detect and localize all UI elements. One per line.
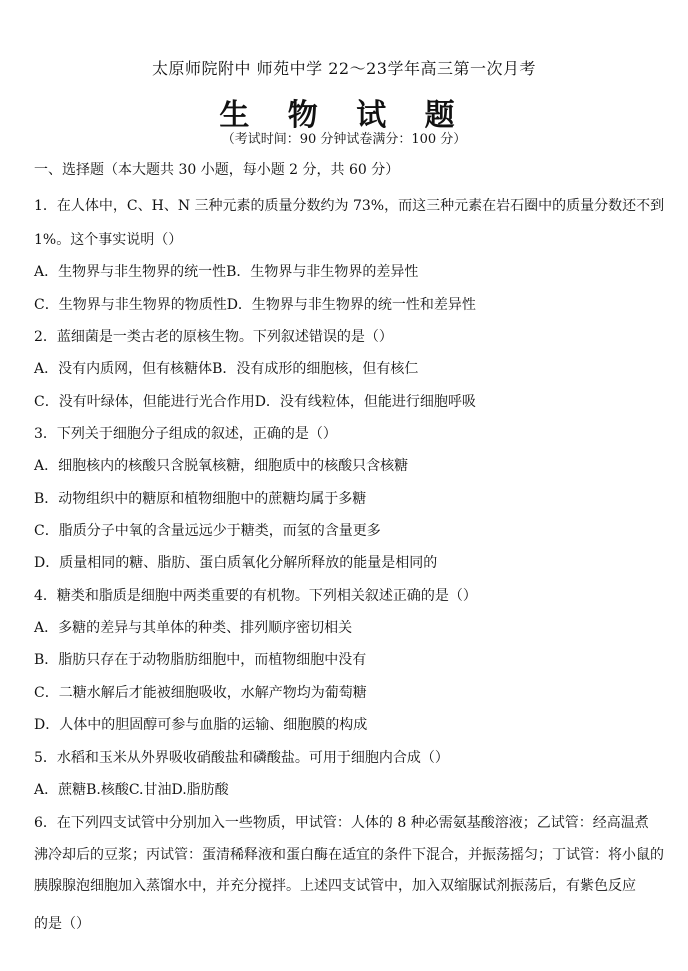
q4-stem: 4．糖类和脂质是细胞中两类重要的有机物。下列相关叙述正确的是（） (34, 588, 477, 604)
q4-option-b: B．脂肪只存在于动物脂肪细胞中，而植物细胞中没有 (34, 652, 367, 668)
q1-stem-line1: 1．在人体中，C、H、N 三种元素的质量分数约为 73%，而这三种元素在岩石圈中的质量分数还不到 (34, 198, 665, 214)
q2-options-ab: A．没有内质网，但有核糖体B．没有成形的细胞核，但有核仁 (34, 361, 419, 377)
q3-option-a: A．细胞核内的核酸只含脱氧核糖，细胞质中的核酸只含核糖 (34, 458, 409, 474)
q2-options-cd: C．没有叶绿体，但能进行光合作用D．没有线粒体，但能进行细胞呼吸 (34, 394, 476, 410)
q1-stem-line2: 1%。这个事实说明（） (34, 232, 183, 248)
q6-line4: 的是（） (34, 916, 90, 932)
q4-option-a: A．多糖的差异与其单体的种类、排列顺序密切相关 (34, 620, 353, 636)
q3-option-b: B．动物组织中的糖原和植物细胞中的蔗糖均属于多糖 (34, 491, 367, 507)
q6-line2: 沸冷却后的豆浆；丙试管：蛋清稀释液和蛋白酶在适宜的条件下混合，并振荡摇匀；丁试管：将小鼠的 (34, 847, 664, 863)
exam-meta: （考试时间：90 分钟试卷满分：100 分） (221, 132, 467, 147)
section-heading: 一、选择题（本大题共 30 小题，每小题 2 分，共 60 分） (34, 162, 400, 178)
q1-options-cd: C．生物界与非生物界的物质性D．生物界与非生物界的统一性和差异性 (34, 297, 476, 313)
school-header: 太原师院附中 师苑中学 22～23学年高三第一次月考 (152, 59, 536, 78)
q5-options: A．蔗糖B.核酸C.甘油D.脂肪酸 (34, 782, 229, 798)
q3-option-c: C．脂质分子中氧的含量远远少于糖类，而氢的含量更多 (34, 523, 381, 539)
q5-stem: 5．水稻和玉米从外界吸收硝酸盐和磷酸盐。可用于细胞内合成（） (34, 750, 449, 766)
q4-option-c: C．二糖水解后才能被细胞吸收，水解产物均为葡萄糖 (34, 685, 367, 701)
q1-options-ab: A．生物界与非生物界的统一性B．生物界与非生物界的差异性 (34, 264, 419, 280)
q4-option-d: D．人体中的胆固醇可参与血脂的运输、细胞膜的构成 (34, 717, 368, 733)
q2-stem: 2．蓝细菌是一类古老的原核生物。下列叙述错误的是（） (34, 329, 393, 345)
q6-line3: 胰腺腺泡细胞加入蒸馏水中，并充分搅拌。上述四支试管中，加入双缩脲试剂振荡后，有紫色反应 (34, 878, 636, 894)
q3-option-d: D．质量相同的糖、脂肪、蛋白质氧化分解所释放的能量是相同的 (34, 555, 438, 571)
exam-title: 生 物 试 题 (219, 98, 469, 133)
q3-stem: 3．下列关于细胞分子组成的叙述，正确的是（） (34, 426, 337, 442)
q6-line1: 6．在下列四支试管中分别加入一些物质，甲试管：人体的 8 种必需氨基酸溶液；乙试管：经高温煮 (34, 815, 649, 831)
